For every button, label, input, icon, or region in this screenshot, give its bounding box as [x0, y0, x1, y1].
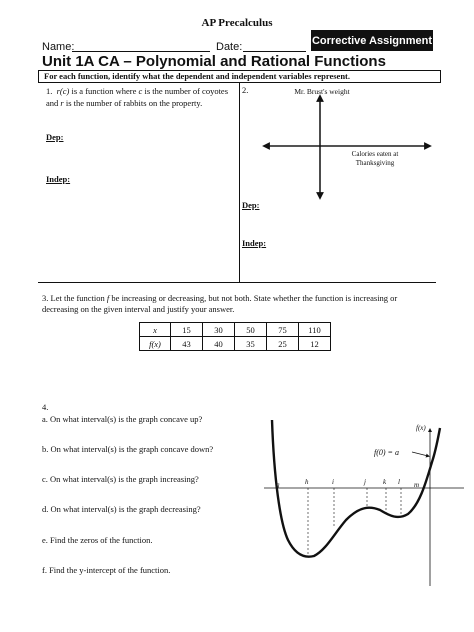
problem-1-text-b: is a function where [69, 86, 139, 96]
instructions-banner: For each function, identify what the dependent and independent variables represent. [38, 70, 441, 83]
problem-4-question-e: e. Find the zeros of the function. [42, 535, 153, 545]
problem-3-text-b: be increasing or decreasing, but not both. State whether the function is increasing or decreasing on the given interval and justify your answer. [42, 293, 398, 314]
table-cell: 110 [299, 323, 331, 337]
problem-3-text-a: 3. Let the function [42, 293, 107, 303]
column-divider [239, 82, 240, 282]
x-label-m: m [414, 481, 420, 489]
problem-1-text [46, 85, 236, 109]
problem-2-x-label-line2: Thanksgiving [355, 159, 395, 167]
problem-1-text-d: is the number of coyotes and [46, 86, 229, 108]
problem-4-guides [308, 488, 401, 556]
problem-4-number: 4. [42, 402, 49, 412]
table-cell: 12 [299, 337, 331, 351]
name-label: Name: [42, 41, 75, 53]
annotation-arrow [412, 452, 428, 456]
problem-3-func: f [106, 293, 110, 303]
table-cell: 40 [203, 337, 235, 351]
graph-y-label: f(x) [416, 424, 426, 432]
problem-4-question-c: c. On what interval(s) is the graph increasing? [42, 474, 199, 484]
problem-4-question-b: b. On what interval(s) is the graph concave down? [42, 444, 214, 454]
section-divider [38, 282, 436, 283]
table-cell: 35 [235, 337, 267, 351]
x-label-h: h [305, 478, 309, 486]
corrective-assignment-badge: Corrective Assignment [311, 30, 433, 51]
annotation-f0: f(0) = a [374, 448, 399, 457]
x-label-j: j [364, 478, 366, 486]
problem-2-dep-label: Dep: [242, 200, 260, 210]
problem-4-question-d: d. On what interval(s) is the graph decreasing? [42, 504, 201, 514]
table-cell: 50 [235, 323, 267, 337]
problem-1-func: r(c) [56, 86, 70, 96]
date-label: Date: [216, 41, 243, 53]
problem-2-x-label-line1: Calories eaten at [351, 150, 399, 158]
unit-title: Unit 1A CA – Polynomial and Rational Functions [42, 53, 386, 70]
table-header-x: x [140, 323, 171, 337]
problem-1-dep-label: Dep: [46, 132, 64, 142]
problem-1-text-f: is the number of rabbits on the property. [63, 98, 203, 108]
problem-4-question-f: f. Find the y-intercept of the function. [42, 565, 171, 575]
problem-1-number: 1. [46, 86, 53, 96]
problem-4-graph [262, 418, 466, 588]
course-title: AP Precalculus [201, 17, 273, 29]
table-row [140, 337, 331, 351]
problem-4-question-a: a. On what interval(s) is the graph concave up? [42, 414, 203, 424]
x-label-k: k [383, 478, 387, 486]
table-cell: 25 [267, 337, 299, 351]
problem-2-axes [258, 92, 438, 202]
problem-1-var-c: c [138, 86, 143, 96]
problem-2-indep-label: Indep: [242, 238, 267, 248]
problem-2-y-axis-label: Mr. Brust's weight [294, 87, 350, 96]
table-row [140, 323, 331, 337]
problem-3-text [42, 293, 422, 315]
problem-2-number: 2. [242, 85, 249, 95]
problem-1-var-r: r [60, 98, 64, 108]
table-cell: 30 [203, 323, 235, 337]
x-label-i: i [332, 478, 334, 486]
x-label-g: g [276, 481, 280, 489]
date-field-line[interactable] [243, 51, 306, 52]
table-cell: 75 [267, 323, 299, 337]
x-label-l: l [398, 478, 400, 486]
name-field-line[interactable] [72, 51, 210, 52]
table-cell: 43 [171, 337, 203, 351]
problem-3-table [139, 322, 331, 351]
problem-1-indep-label: Indep: [46, 174, 71, 184]
problem-2-x-axis-label [343, 150, 407, 168]
table-cell: 15 [171, 323, 203, 337]
table-header-fx: f(x) [140, 337, 171, 351]
